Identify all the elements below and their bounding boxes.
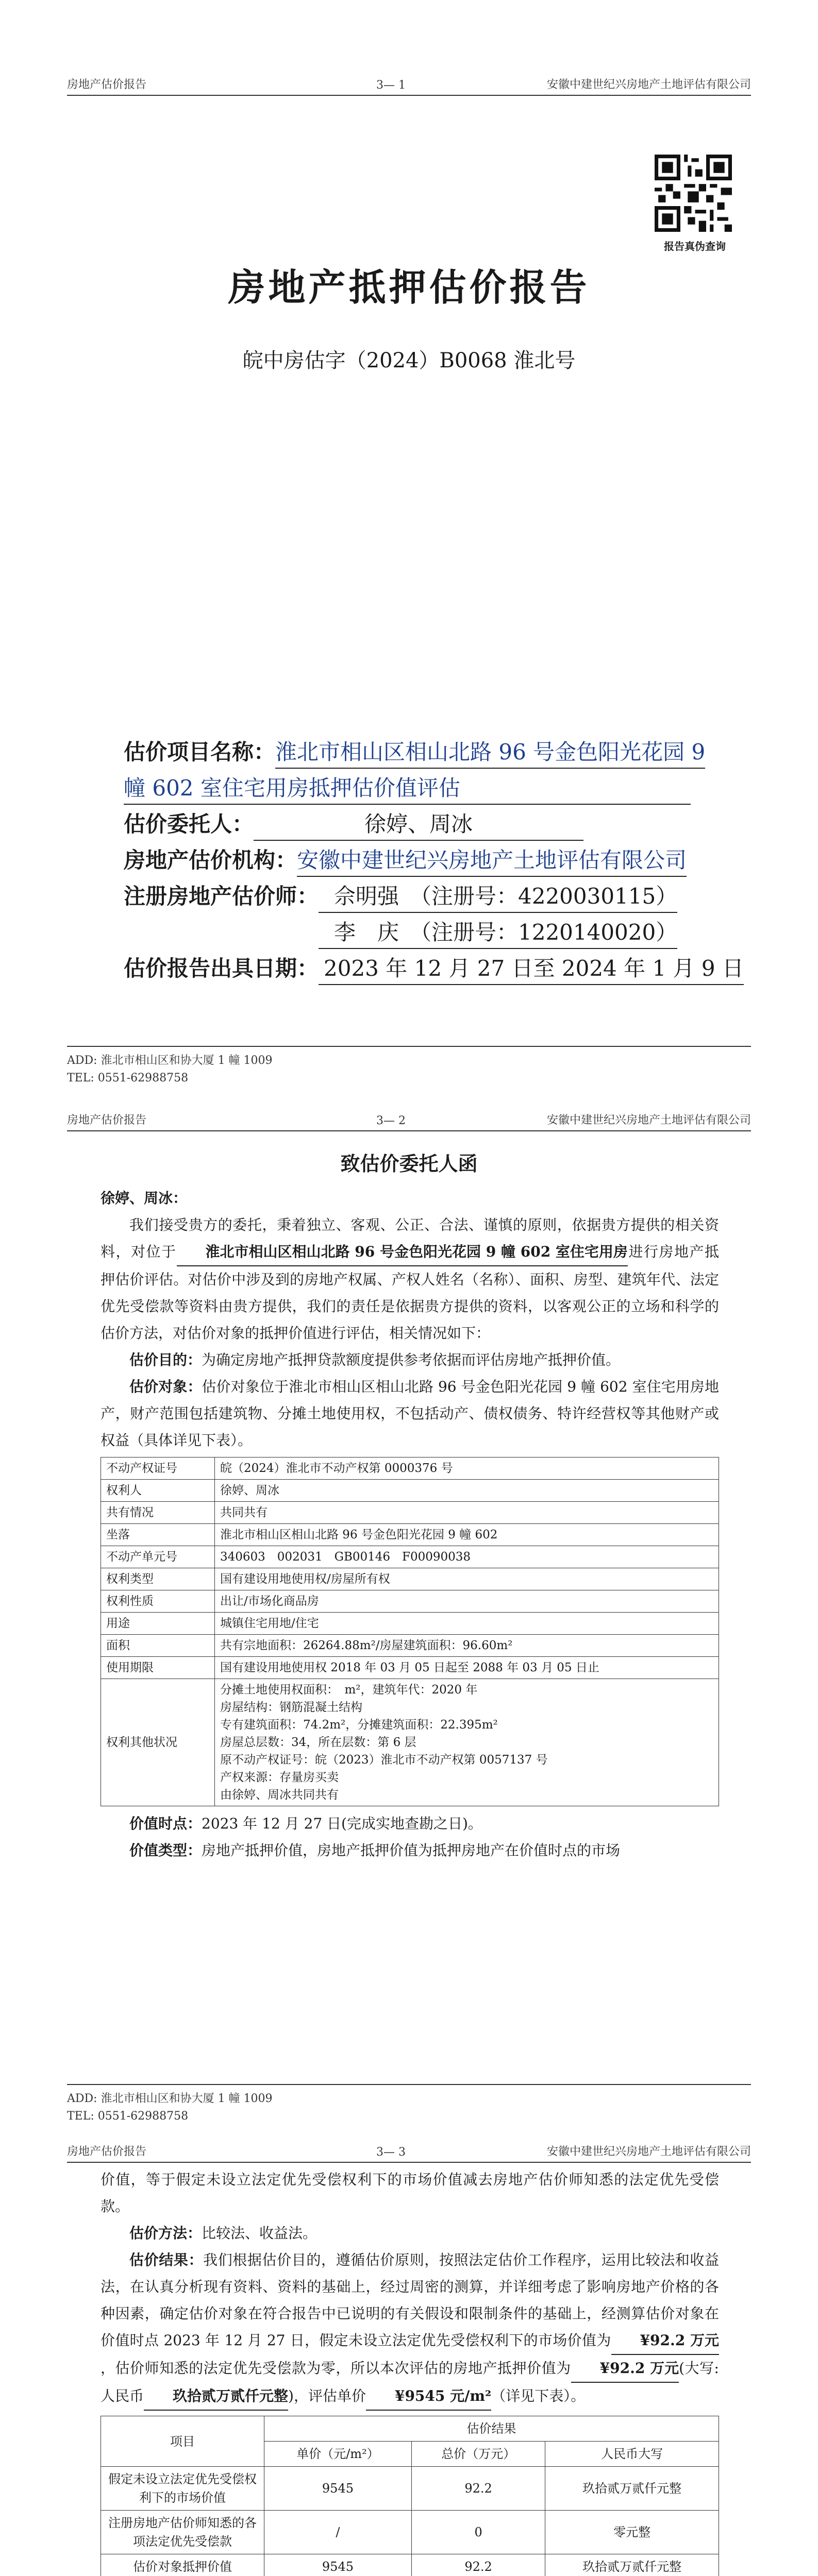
date-value: 2023 年 12 月 27 日至 2024 年 1 月 9 日 — [319, 953, 744, 985]
purpose-paragraph: 估价目的：为确定房地产抵押贷款额度提供参考依据而评估房地产抵押价值。 — [129, 1351, 621, 1368]
method-paragraph: 估价方法：比较法、收益法。 — [129, 2225, 318, 2242]
appraiser-label: 注册房地产估价师： — [124, 884, 319, 909]
property-field-value — [215, 1679, 719, 1806]
header-left: 房地产估价报告 — [67, 78, 147, 91]
other-status-line: 原不动产权证号：皖（2023）淮北市不动产权第 0057137 号 — [220, 1753, 548, 1767]
value-date-paragraph: 价值时点：2023 年 12 月 27 日(完成实地查勘之日)。 — [129, 1815, 482, 1832]
result-table-cell: 假定未设立法定优先受偿权利下的市场价值 — [101, 2467, 264, 2511]
cover-page — [0, 0, 818, 1103]
result-paragraph: 估价结果：我们根据估价目的，遵循估价原则，按照法定估价工作程序，运用比较法和收益法，在认真分析现有资料、资料的基础上，经过周密的测算，并详细考虑了影响房地产价格的各种因素，确定估价对象在符合报告中已说明的有关假设和限制条件的基础上，经测算估价对象在价值时点 2023 年 12 月 27 日，假定未设立法定优先受偿权利下的市场价值为 ¥92.2 万元，估价师知悉的法定优先受偿款为零，所以本次评估的房地产抵押价值为 ¥92.2 万元(大写:人民币 玖拾贰万贰仟元整)，评估单价 ¥9545 元/m²（详见下表）。 — [101, 2247, 719, 2411]
property-table-row — [101, 1635, 719, 1657]
property-field-value: 徐婷、周冰 — [215, 1480, 719, 1502]
property-field-value: 共有宗地面积：26264.88m²/房屋建筑面积：96.60m² — [215, 1635, 719, 1657]
header-left: 房地产估价报告 — [67, 2145, 147, 2158]
appraiser-1: 佘明强 （注册号：4220030115） — [319, 881, 677, 913]
report-number: 皖中房估字（2024）B0068 淮北号 — [242, 349, 576, 372]
result-table-cell: 玖拾贰万贰仟元整 — [545, 2467, 719, 2511]
date-row — [124, 953, 744, 985]
appraiser-row-2 — [319, 917, 677, 949]
property-table-row — [101, 1458, 719, 1480]
project-name-row — [124, 737, 705, 769]
property-table — [101, 1457, 719, 1806]
result-table-unit-header: 单价（元/m²） — [264, 2442, 412, 2467]
property-field-value: 城镇住宅用地/住宅 — [215, 1613, 719, 1635]
other-status-line: 由徐婷、周冰共同共有 — [220, 1788, 339, 1802]
qr-code-icon[interactable] — [655, 155, 732, 232]
header-right: 安徽中建世纪兴房地产土地评估有限公司 — [546, 78, 751, 91]
property-table-row — [101, 1502, 719, 1524]
result-table-cell: / — [264, 2511, 412, 2554]
property-field-value: 皖（2024）淮北市不动产权第 0000376 号 — [215, 1458, 719, 1480]
result-table-cell: 估价对象抵押价值 — [101, 2554, 264, 2576]
appraiser-2: 李 庆 （注册号：1220140020） — [319, 917, 677, 949]
result-table-cell: 9545 — [264, 2467, 412, 2511]
footer-address: ADD: 淮北市相山区和协大厦 1 幢 1009 — [67, 2092, 273, 2105]
client-label: 估价委托人： — [124, 811, 254, 837]
page-number: 3— 1 — [376, 79, 406, 92]
property-field-label: 权利人 — [101, 1480, 215, 1502]
header-right: 安徽中建世纪兴房地产土地评估有限公司 — [546, 1114, 751, 1127]
org-value: 安徽中建世纪兴房地产土地评估有限公司 — [297, 845, 687, 877]
header-left: 房地产估价报告 — [67, 1114, 147, 1127]
result-table-row — [101, 2511, 719, 2554]
result-table-cell: 0 — [411, 2511, 545, 2554]
property-field-label: 不动产权证号 — [101, 1458, 215, 1480]
salutation: 徐婷、周冰： — [101, 1190, 188, 1207]
result-table-group-header: 估价结果 — [264, 2416, 719, 2442]
result-table-words-header: 人民币大写 — [545, 2442, 719, 2467]
result-table-cell: 92.2 — [411, 2467, 545, 2511]
project-value-2: 幢 602 室住宅用房抵押估价值评估 — [124, 773, 691, 805]
result-table-row — [101, 2554, 719, 2576]
appraiser-row — [124, 881, 677, 913]
client-value: 徐婷、周冰 — [364, 811, 473, 837]
property-field-label: 不动产单元号 — [101, 1546, 215, 1568]
property-field-value: 淮北市相山区相山北路 96 号金色阳光花园 9 幢 602 — [215, 1524, 719, 1546]
project-label: 估价项目名称： — [124, 739, 276, 765]
result-table-cell: 92.2 — [411, 2554, 545, 2576]
property-field-value: 国有建设用地使用权 2018 年 03 月 05 日起至 2088 年 03 月 05 日止 — [215, 1657, 719, 1679]
page-footer — [67, 1046, 751, 1087]
property-field-label: 使用期限 — [101, 1657, 215, 1679]
intro-paragraph: 我们接受贵方的委托，秉着独立、客观、公正、合法、谨慎的原则，依据贵方提供的相关资料，对位于 淮北市相山区相山北路 96 号金色阳光花园 9 幢 602 室住宅用房进行房地产抵押估价评估。对估价中涉及到的房地产权属、产权人姓名（名称）、面积、房型、建筑年代、法定优先受偿款等资料由贵方提供，我们的责任是依据贵方提供的资料，以客观公正的立场和科学的估价方法，对估价对象的抵押价值进行评估，相关情况如下： — [101, 1216, 719, 1342]
page-header — [67, 2144, 751, 2163]
property-table-row — [101, 1568, 719, 1590]
other-status-line: 产权来源：存量房买卖 — [220, 1771, 339, 1784]
property-table-row — [101, 1524, 719, 1546]
property-field-label: 权利性质 — [101, 1590, 215, 1613]
footer-address: ADD: 淮北市相山区和协大厦 1 幢 1009 — [67, 1054, 273, 1067]
date-label: 估价报告出具日期： — [124, 956, 319, 981]
client-row — [124, 809, 583, 841]
result-table-total-header: 总价（万元） — [411, 2442, 545, 2467]
property-field-label: 权利其他状况 — [101, 1679, 215, 1806]
other-status-line: 房屋总层数：34，所在层数：第 6 层 — [220, 1736, 416, 1749]
org-label: 房地产估价机构： — [124, 848, 297, 873]
property-field-label: 共有情况 — [101, 1502, 215, 1524]
property-table-row — [101, 1480, 719, 1502]
property-field-label: 权利类型 — [101, 1568, 215, 1590]
result-table-row — [101, 2467, 719, 2511]
property-table-row — [101, 1657, 719, 1679]
result-table-cell: 9545 — [264, 2554, 412, 2576]
property-field-label: 坐落 — [101, 1524, 215, 1546]
page-header — [67, 1113, 751, 1131]
project-value-1: 淮北市相山区相山北路 96 号金色阳光花园 9 — [275, 737, 705, 769]
footer-tel: TEL: 0551-62988758 — [67, 2110, 189, 2123]
other-status-line: 分摊土地使用权面积： m²，建筑年代：2020 年 — [220, 1683, 478, 1697]
property-table-row — [101, 1590, 719, 1613]
page-footer — [67, 2084, 751, 2125]
property-field-label: 面积 — [101, 1635, 215, 1657]
property-field-value: 国有建设用地使用权/房屋所有权 — [215, 1568, 719, 1590]
property-table-row — [101, 1679, 719, 1806]
footer-tel: TEL: 0551-62988758 — [67, 1072, 189, 1084]
qr-caption: 报告真伪查询 — [664, 240, 726, 252]
property-table-row — [101, 1546, 719, 1568]
header-right: 安徽中建世纪兴房地产土地评估有限公司 — [546, 2145, 751, 2158]
other-status-line: 房屋结构：钢筋混凝土结构 — [220, 1701, 362, 1714]
property-field-value: 共同共有 — [215, 1502, 719, 1524]
project-name-row-2 — [124, 773, 691, 805]
org-row — [124, 845, 687, 877]
letter-title: 致估价委托人函 — [340, 1152, 478, 1175]
property-table-row — [101, 1613, 719, 1635]
property-field-value: 出让/市场化商品房 — [215, 1590, 719, 1613]
value-type-continued: 价值，等于假定未设立法定优先受偿权利下的市场价值减去房地产估价师知悉的法定优先受偿款。 — [101, 2171, 719, 2215]
result-table — [101, 2416, 719, 2576]
value-type-paragraph: 价值类型：房地产抵押价值，房地产抵押价值为抵押房地产在价值时点的市场 — [129, 1842, 621, 1859]
letter-body-continued — [101, 2166, 719, 2576]
letter-body — [101, 1185, 719, 1864]
property-field-label: 用途 — [101, 1613, 215, 1635]
result-table-cell: 零元整 — [545, 2511, 719, 2554]
page-header — [67, 77, 751, 96]
property-field-value: 340603 002031 GB00146 F00090038 — [215, 1546, 719, 1568]
page-number: 3— 2 — [376, 1114, 406, 1127]
report-title: 房地产抵押估价报告 — [228, 265, 590, 309]
other-status-line: 专有建筑面积：74.2m²，分摊建筑面积：22.395m² — [220, 1718, 498, 1732]
object-paragraph: 估价对象：估价对象位于淮北市相山区相山北路 96 号金色阳光花园 9 幢 602 室住宅用房地产，财产范围包括建筑物、分摊土地使用权，不包括动产、债权债务、特许经营权等其他财产或权益（具体详见下表）。 — [101, 1378, 719, 1449]
result-table-cell: 玖拾贰万贰仟元整 — [545, 2554, 719, 2576]
result-table-item-header: 项目 — [101, 2416, 264, 2467]
page-number: 3— 3 — [376, 2146, 406, 2159]
result-table-cell: 注册房地产估价师知悉的各项法定优先受偿款 — [101, 2511, 264, 2554]
